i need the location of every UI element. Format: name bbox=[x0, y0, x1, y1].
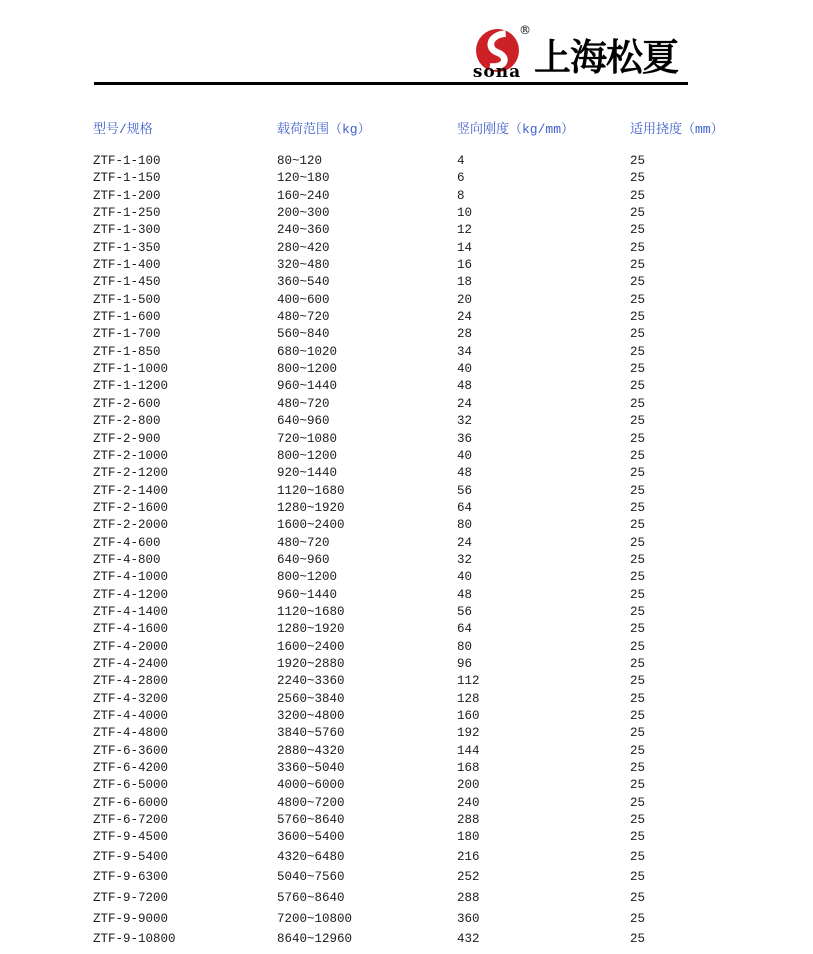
deflection-cell: 25 bbox=[630, 275, 646, 290]
deflection-cell: 25 bbox=[630, 709, 646, 723]
table-header-row bbox=[93, 121, 753, 138]
deflection-cell: 25 bbox=[630, 223, 646, 238]
load-range-cell: 920~1440 bbox=[277, 466, 338, 481]
model-cell: ZTF-1-150 bbox=[93, 171, 161, 186]
spec-table bbox=[93, 121, 753, 950]
deflection-cell: 25 bbox=[630, 379, 646, 394]
deflection-cell: 25 bbox=[630, 849, 646, 864]
load-range-cell: 400~600 bbox=[277, 292, 330, 307]
load-range-cell: 480~720 bbox=[277, 396, 330, 411]
model-cell: ZTF-6-3600 bbox=[93, 743, 169, 758]
model-cell: ZTF-4-1200 bbox=[93, 587, 169, 602]
load-range-cell: 2880~4320 bbox=[277, 743, 345, 758]
table-row bbox=[93, 517, 753, 534]
table-row bbox=[93, 413, 753, 430]
load-range-cell: 160~240 bbox=[277, 188, 330, 203]
model-cell: ZTF-6-5000 bbox=[93, 778, 169, 793]
stiffness-cell: 288 bbox=[457, 813, 480, 828]
stiffness-cell: 252 bbox=[457, 870, 480, 885]
stiffness-cell: 40 bbox=[457, 362, 473, 377]
load-range-cell: 3600~5400 bbox=[277, 830, 345, 845]
deflection-cell: 25 bbox=[630, 188, 646, 203]
load-range-cell: 2560~3840 bbox=[277, 691, 345, 706]
table-row bbox=[93, 396, 753, 413]
stiffness-cell: 14 bbox=[457, 240, 473, 255]
model-cell: ZTF-4-4800 bbox=[93, 726, 169, 741]
model-cell: ZTF-9-7200 bbox=[93, 890, 169, 905]
load-range-cell: 960~1440 bbox=[277, 379, 338, 394]
deflection-cell: 25 bbox=[630, 743, 646, 758]
model-cell: ZTF-2-1400 bbox=[93, 483, 169, 498]
load-range-cell: 800~1200 bbox=[277, 362, 338, 377]
load-range-cell: 3360~5040 bbox=[277, 761, 345, 776]
deflection-cell: 25 bbox=[630, 932, 646, 947]
model-cell: ZTF-1-450 bbox=[93, 275, 161, 290]
deflection-cell: 25 bbox=[630, 396, 646, 411]
deflection-cell: 25 bbox=[630, 691, 646, 706]
deflection-cell: 25 bbox=[630, 570, 646, 585]
stiffness-cell: 160 bbox=[457, 709, 480, 723]
deflection-cell: 25 bbox=[630, 778, 646, 793]
table-row bbox=[93, 929, 753, 950]
stiffness-cell: 36 bbox=[457, 431, 473, 446]
table-row bbox=[93, 812, 753, 829]
stiffness-cell: 4 bbox=[457, 154, 465, 168]
model-cell: ZTF-2-800 bbox=[93, 414, 161, 429]
stiffness-cell: 96 bbox=[457, 656, 473, 671]
stiffness-cell: 32 bbox=[457, 552, 473, 567]
model-cell: ZTF-4-2000 bbox=[93, 639, 169, 654]
deflection-cell: 25 bbox=[630, 171, 646, 186]
table-row bbox=[93, 188, 753, 205]
deflection-cell: 25 bbox=[630, 327, 646, 342]
model-cell: ZTF-4-2800 bbox=[93, 674, 169, 689]
model-cell: ZTF-4-1400 bbox=[93, 604, 169, 619]
stiffness-cell: 6 bbox=[457, 171, 465, 186]
load-range-cell: 5760~8640 bbox=[277, 813, 345, 828]
table-row bbox=[93, 604, 753, 621]
deflection-cell: 25 bbox=[630, 448, 646, 463]
model-cell: ZTF-4-4000 bbox=[93, 709, 169, 723]
deflection-cell: 25 bbox=[630, 639, 646, 654]
stiffness-cell: 48 bbox=[457, 466, 473, 481]
stiffness-cell: 34 bbox=[457, 344, 473, 359]
load-range-cell: 240~360 bbox=[277, 223, 330, 238]
model-cell: ZTF-9-9000 bbox=[93, 911, 169, 926]
deflection-cell: 25 bbox=[630, 795, 646, 810]
deflection-cell: 25 bbox=[630, 240, 646, 255]
deflection-cell: 25 bbox=[630, 813, 646, 828]
load-range-cell: 720~1080 bbox=[277, 431, 338, 446]
stiffness-cell: 18 bbox=[457, 275, 473, 290]
table-row bbox=[93, 829, 753, 846]
load-range-cell: 1600~2400 bbox=[277, 518, 345, 533]
table-row bbox=[93, 448, 753, 465]
model-cell: ZTF-6-6000 bbox=[93, 795, 169, 810]
table-row bbox=[93, 587, 753, 604]
table-row bbox=[93, 708, 753, 725]
deflection-cell: 25 bbox=[630, 310, 646, 325]
company-name: 上海松夏 bbox=[534, 36, 678, 79]
model-cell: ZTF-1-250 bbox=[93, 206, 161, 221]
stiffness-cell: 80 bbox=[457, 639, 473, 654]
model-cell: ZTF-2-2000 bbox=[93, 518, 169, 533]
table-row bbox=[93, 867, 753, 888]
load-range-cell: 5040~7560 bbox=[277, 870, 345, 885]
model-cell: ZTF-1-1000 bbox=[93, 362, 169, 377]
stiffness-cell: 48 bbox=[457, 587, 473, 602]
model-cell: ZTF-6-7200 bbox=[93, 813, 169, 828]
model-cell: ZTF-2-900 bbox=[93, 431, 161, 446]
deflection-cell: 25 bbox=[630, 656, 646, 671]
model-cell: ZTF-6-4200 bbox=[93, 761, 169, 776]
table-row bbox=[93, 725, 753, 742]
model-cell: ZTF-1-1200 bbox=[93, 379, 169, 394]
table-row bbox=[93, 240, 753, 257]
column-header-load_range_kg: 载荷范围（kg） bbox=[277, 122, 371, 137]
table-row bbox=[93, 153, 753, 170]
table-row bbox=[93, 500, 753, 517]
model-cell: ZTF-9-6300 bbox=[93, 870, 169, 885]
model-cell: ZTF-9-4500 bbox=[93, 830, 169, 845]
brand-text: sona bbox=[472, 62, 522, 82]
deflection-cell: 25 bbox=[630, 258, 646, 273]
table-row bbox=[93, 535, 753, 552]
load-range-cell: 960~1440 bbox=[277, 587, 338, 602]
stiffness-cell: 168 bbox=[457, 761, 480, 776]
model-cell: ZTF-1-350 bbox=[93, 240, 161, 255]
stiffness-cell: 32 bbox=[457, 414, 473, 429]
deflection-cell: 25 bbox=[630, 552, 646, 567]
stiffness-cell: 24 bbox=[457, 396, 473, 411]
model-cell: ZTF-1-200 bbox=[93, 188, 161, 203]
table-row bbox=[93, 309, 753, 326]
model-cell: ZTF-2-600 bbox=[93, 396, 161, 411]
model-cell: ZTF-4-3200 bbox=[93, 691, 169, 706]
deflection-cell: 25 bbox=[630, 500, 646, 515]
load-range-cell: 1280~1920 bbox=[277, 500, 345, 515]
load-range-cell: 1120~1680 bbox=[277, 604, 345, 619]
load-range-cell: 3840~5760 bbox=[277, 726, 345, 741]
load-range-cell: 1920~2880 bbox=[277, 656, 345, 671]
load-range-cell: 560~840 bbox=[277, 327, 330, 342]
table-row bbox=[93, 552, 753, 569]
table-row bbox=[93, 465, 753, 482]
table-row bbox=[93, 222, 753, 239]
table-row bbox=[93, 691, 753, 708]
deflection-cell: 25 bbox=[630, 292, 646, 307]
model-cell: ZTF-9-5400 bbox=[93, 849, 169, 864]
stiffness-cell: 48 bbox=[457, 379, 473, 394]
stiffness-cell: 200 bbox=[457, 778, 480, 793]
header-divider bbox=[94, 82, 688, 85]
table-row bbox=[93, 292, 753, 309]
load-range-cell: 480~720 bbox=[277, 310, 330, 325]
stiffness-cell: 20 bbox=[457, 292, 473, 307]
load-range-cell: 4800~7200 bbox=[277, 795, 345, 810]
stiffness-cell: 216 bbox=[457, 849, 480, 864]
deflection-cell: 25 bbox=[630, 587, 646, 602]
model-cell: ZTF-2-1200 bbox=[93, 466, 169, 481]
model-cell: ZTF-4-1600 bbox=[93, 622, 169, 637]
load-range-cell: 1280~1920 bbox=[277, 622, 345, 637]
table-row bbox=[93, 656, 753, 673]
stiffness-cell: 10 bbox=[457, 206, 473, 221]
model-cell: ZTF-1-600 bbox=[93, 310, 161, 325]
load-range-cell: 120~180 bbox=[277, 171, 330, 186]
stiffness-cell: 8 bbox=[457, 188, 465, 203]
model-cell: ZTF-1-850 bbox=[93, 344, 161, 359]
table-row bbox=[93, 673, 753, 690]
load-range-cell: 800~1200 bbox=[277, 570, 338, 585]
table-row bbox=[93, 378, 753, 395]
table-row bbox=[93, 274, 753, 291]
load-range-cell: 2240~3360 bbox=[277, 674, 345, 689]
table-row bbox=[93, 170, 753, 187]
deflection-cell: 25 bbox=[630, 362, 646, 377]
model-cell: ZTF-2-1000 bbox=[93, 448, 169, 463]
table-row bbox=[93, 847, 753, 868]
deflection-cell: 25 bbox=[630, 414, 646, 429]
load-range-cell: 4000~6000 bbox=[277, 778, 345, 793]
table-body bbox=[93, 153, 753, 950]
stiffness-cell: 144 bbox=[457, 743, 480, 758]
table-row bbox=[93, 326, 753, 343]
stiffness-cell: 12 bbox=[457, 223, 473, 238]
table-row bbox=[93, 361, 753, 378]
model-cell: ZTF-1-400 bbox=[93, 258, 161, 273]
stiffness-cell: 80 bbox=[457, 518, 473, 533]
deflection-cell: 25 bbox=[630, 344, 646, 359]
stiffness-cell: 28 bbox=[457, 327, 473, 342]
table-row bbox=[93, 205, 753, 222]
load-range-cell: 4320~6480 bbox=[277, 849, 345, 864]
deflection-cell: 25 bbox=[630, 622, 646, 637]
column-header-applicable_deflection_mm: 适用挠度（mm） bbox=[630, 122, 724, 137]
load-range-cell: 280~420 bbox=[277, 240, 330, 255]
stiffness-cell: 288 bbox=[457, 890, 480, 905]
table-row bbox=[93, 621, 753, 638]
deflection-cell: 25 bbox=[630, 206, 646, 221]
load-range-cell: 480~720 bbox=[277, 535, 330, 550]
stiffness-cell: 192 bbox=[457, 726, 480, 741]
stiffness-cell: 240 bbox=[457, 795, 480, 810]
table-row bbox=[93, 569, 753, 586]
load-range-cell: 640~960 bbox=[277, 552, 330, 567]
stiffness-cell: 40 bbox=[457, 570, 473, 585]
stiffness-cell: 360 bbox=[457, 911, 480, 926]
model-cell: ZTF-1-100 bbox=[93, 154, 161, 168]
deflection-cell: 25 bbox=[630, 870, 646, 885]
deflection-cell: 25 bbox=[630, 154, 646, 168]
load-range-cell: 1600~2400 bbox=[277, 639, 345, 654]
load-range-cell: 3200~4800 bbox=[277, 709, 345, 723]
model-cell: ZTF-4-800 bbox=[93, 552, 161, 567]
model-cell: ZTF-4-2400 bbox=[93, 656, 169, 671]
column-header-model: 型号/规格 bbox=[93, 122, 153, 137]
load-range-cell: 640~960 bbox=[277, 414, 330, 429]
table-row bbox=[93, 431, 753, 448]
deflection-cell: 25 bbox=[630, 830, 646, 845]
model-cell: ZTF-2-1600 bbox=[93, 500, 169, 515]
table-row bbox=[93, 639, 753, 656]
load-range-cell: 7200~10800 bbox=[277, 911, 353, 926]
deflection-cell: 25 bbox=[630, 674, 646, 689]
deflection-cell: 25 bbox=[630, 604, 646, 619]
load-range-cell: 8640~12960 bbox=[277, 932, 353, 947]
deflection-cell: 25 bbox=[630, 890, 646, 905]
stiffness-cell: 432 bbox=[457, 932, 480, 947]
stiffness-cell: 56 bbox=[457, 604, 473, 619]
deflection-cell: 25 bbox=[630, 483, 646, 498]
table-row bbox=[93, 257, 753, 274]
model-cell: ZTF-9-10800 bbox=[93, 932, 176, 947]
load-range-cell: 5760~8640 bbox=[277, 890, 345, 905]
stiffness-cell: 128 bbox=[457, 691, 480, 706]
stiffness-cell: 64 bbox=[457, 622, 473, 637]
table-row bbox=[93, 888, 753, 909]
column-header-vertical_stiffness_kg_mm: 竖向刚度（kg/mm） bbox=[457, 122, 575, 137]
table-row bbox=[93, 777, 753, 794]
deflection-cell: 25 bbox=[630, 431, 646, 446]
stiffness-cell: 64 bbox=[457, 500, 473, 515]
deflection-cell: 25 bbox=[630, 466, 646, 481]
deflection-cell: 25 bbox=[630, 911, 646, 926]
load-range-cell: 360~540 bbox=[277, 275, 330, 290]
deflection-cell: 25 bbox=[630, 535, 646, 550]
load-range-cell: 200~300 bbox=[277, 206, 330, 221]
stiffness-cell: 56 bbox=[457, 483, 473, 498]
table-row bbox=[93, 760, 753, 777]
table-row bbox=[93, 795, 753, 812]
table-row bbox=[93, 743, 753, 760]
model-cell: ZTF-4-1000 bbox=[93, 570, 169, 585]
stiffness-cell: 180 bbox=[457, 830, 480, 845]
table-row bbox=[93, 344, 753, 361]
registered-trademark-symbol: ® bbox=[519, 23, 531, 37]
stiffness-cell: 40 bbox=[457, 448, 473, 463]
deflection-cell: 25 bbox=[630, 726, 646, 741]
table-row bbox=[93, 909, 753, 930]
model-cell: ZTF-4-600 bbox=[93, 535, 161, 550]
stiffness-cell: 24 bbox=[457, 310, 473, 325]
deflection-cell: 25 bbox=[630, 761, 646, 776]
stiffness-cell: 112 bbox=[457, 674, 480, 689]
load-range-cell: 320~480 bbox=[277, 258, 330, 273]
deflection-cell: 25 bbox=[630, 518, 646, 533]
stiffness-cell: 24 bbox=[457, 535, 473, 550]
stiffness-cell: 16 bbox=[457, 258, 473, 273]
model-cell: ZTF-1-500 bbox=[93, 292, 161, 307]
load-range-cell: 680~1020 bbox=[277, 344, 338, 359]
model-cell: ZTF-1-700 bbox=[93, 327, 161, 342]
table-row bbox=[93, 483, 753, 500]
load-range-cell: 800~1200 bbox=[277, 448, 338, 463]
model-cell: ZTF-1-300 bbox=[93, 223, 161, 238]
load-range-cell: 1120~1680 bbox=[277, 483, 345, 498]
load-range-cell: 80~120 bbox=[277, 154, 323, 168]
